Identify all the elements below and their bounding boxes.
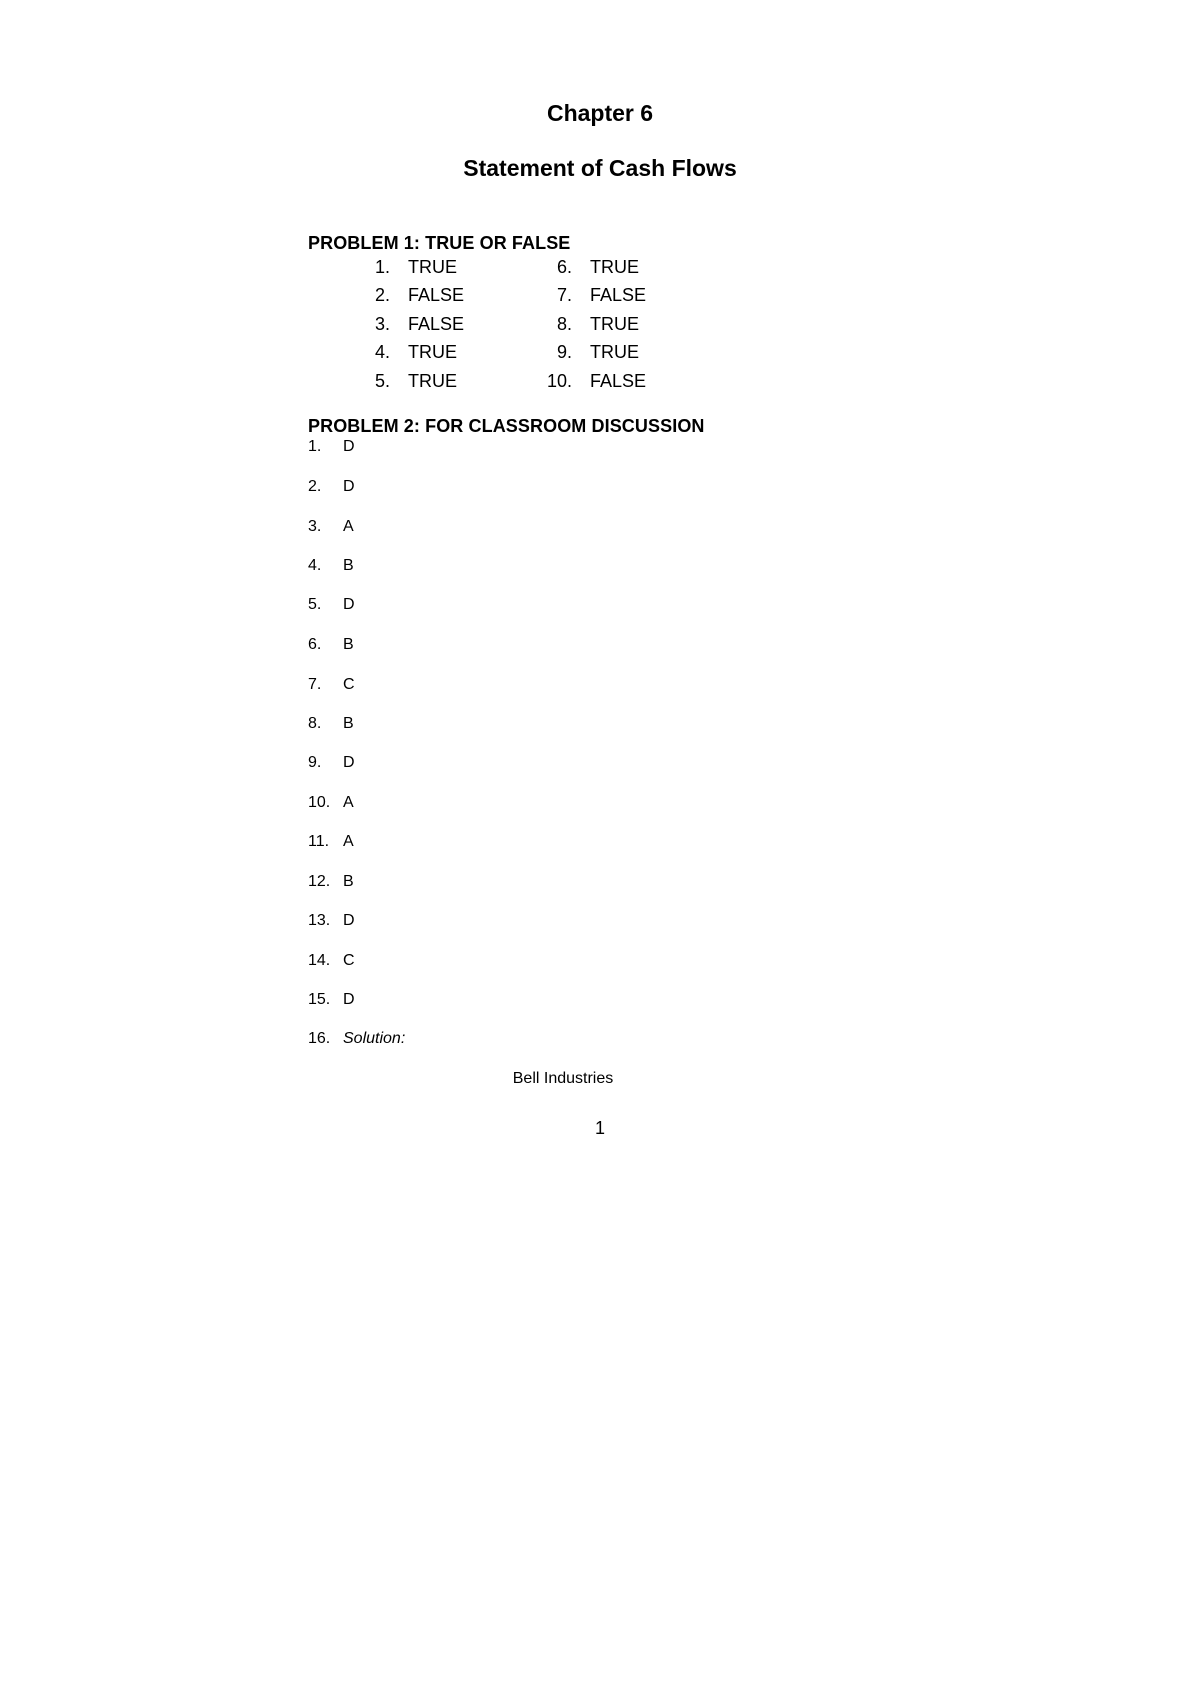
- problem2-heading: PROBLEM 2: FOR CLASSROOM DISCUSSION: [308, 416, 705, 436]
- mc-item-answer: D: [343, 912, 355, 929]
- mc-item-number: 9.: [308, 754, 322, 771]
- mc-item-number: 13.: [308, 912, 331, 929]
- mc-item-answer: A: [343, 833, 354, 850]
- problem1-heading: PROBLEM 1: TRUE OR FALSE: [308, 233, 571, 253]
- tf-item-number: 2.: [374, 285, 390, 305]
- mc-item-number: 15.: [308, 991, 331, 1008]
- mc-item-answer: D: [343, 478, 355, 495]
- page-number: 1: [594, 1118, 605, 1138]
- mc-item-14: [308, 951, 355, 971]
- tf-item-number: 7.: [556, 285, 572, 305]
- mc-item-number: 1.: [308, 438, 322, 455]
- mc-item-11: [308, 832, 354, 852]
- mc-item-7: [308, 675, 355, 695]
- mc-item-number: 11.: [308, 833, 330, 850]
- mc-item-4: [308, 556, 354, 576]
- tf-item-answer: TRUE: [590, 314, 639, 334]
- mc-item-number: 16.: [308, 1030, 331, 1047]
- tf-item-number: 5.: [374, 371, 390, 391]
- tf-item-answer: TRUE: [408, 257, 457, 277]
- mc-item-number: 4.: [308, 557, 322, 574]
- mc-item-answer: D: [343, 754, 355, 771]
- tf-item-number: 6.: [556, 257, 572, 277]
- mc-item-number: 10.: [308, 794, 331, 811]
- mc-item-8: [308, 714, 354, 734]
- tf-item-answer: FALSE: [408, 285, 465, 305]
- mc-item-5: [308, 595, 355, 615]
- mc-item-number: 14.: [308, 952, 331, 969]
- tf-item-8: [490, 313, 790, 335]
- tf-item-9: [490, 341, 790, 363]
- document-subtitle: Statement of Cash Flows: [463, 155, 737, 181]
- mc-item-number: 5.: [308, 596, 322, 613]
- tf-item-answer: TRUE: [590, 257, 639, 277]
- mc-item-answer: C: [343, 952, 355, 969]
- mc-item-answer: B: [343, 873, 354, 890]
- chapter-title: Chapter 6: [546, 100, 654, 126]
- mc-item-answer: B: [343, 557, 354, 574]
- mc-item-answer: A: [343, 518, 354, 535]
- mc-item-12: [308, 872, 354, 892]
- mc-item-6: [308, 635, 354, 655]
- tf-item-number: 10.: [546, 371, 572, 391]
- mc-item-answer: D: [343, 438, 355, 455]
- tf-item-answer: FALSE: [408, 314, 465, 334]
- mc-item-answer: Solution:: [343, 1030, 406, 1047]
- mc-item-number: 12.: [308, 873, 331, 890]
- mc-item-2: [308, 477, 355, 497]
- mc-item-15: [308, 990, 355, 1010]
- mc-item-3: [308, 517, 354, 537]
- tf-item-answer: FALSE: [590, 285, 647, 305]
- tf-item-number: 1.: [374, 257, 390, 277]
- mc-item-number: 8.: [308, 715, 322, 732]
- tf-item-answer: FALSE: [590, 371, 647, 391]
- tf-item-7: [490, 284, 790, 306]
- mc-item-answer: D: [343, 991, 355, 1008]
- mc-item-9: [308, 753, 355, 773]
- tf-item-answer: TRUE: [408, 371, 457, 391]
- tf-item-number: 4.: [374, 342, 390, 362]
- mc-item-10: [308, 793, 354, 813]
- tf-item-number: 9.: [556, 342, 572, 362]
- mc-item-number: 6.: [308, 636, 322, 653]
- tf-item-answer: TRUE: [590, 342, 639, 362]
- mc-item-answer: A: [343, 794, 354, 811]
- tf-item-answer: TRUE: [408, 342, 457, 362]
- mc-item-answer: D: [343, 596, 355, 613]
- tf-item-number: 3.: [374, 314, 390, 334]
- mc-item-answer: C: [343, 676, 355, 693]
- mc-item-number: 2.: [308, 478, 322, 495]
- mc-item-answer: B: [343, 715, 354, 732]
- mc-item-number: 3.: [308, 518, 322, 535]
- tf-item-10: [490, 370, 790, 392]
- mc-item-1: [308, 437, 355, 457]
- tf-item-number: 8.: [556, 314, 572, 334]
- mc-item-13: [308, 911, 355, 931]
- mc-item-answer: B: [343, 636, 354, 653]
- mc-item-16: [308, 1029, 405, 1049]
- tf-item-6: [490, 256, 790, 278]
- mc-item-number: 7.: [308, 676, 322, 693]
- company-name: Bell Industries: [512, 1070, 614, 1087]
